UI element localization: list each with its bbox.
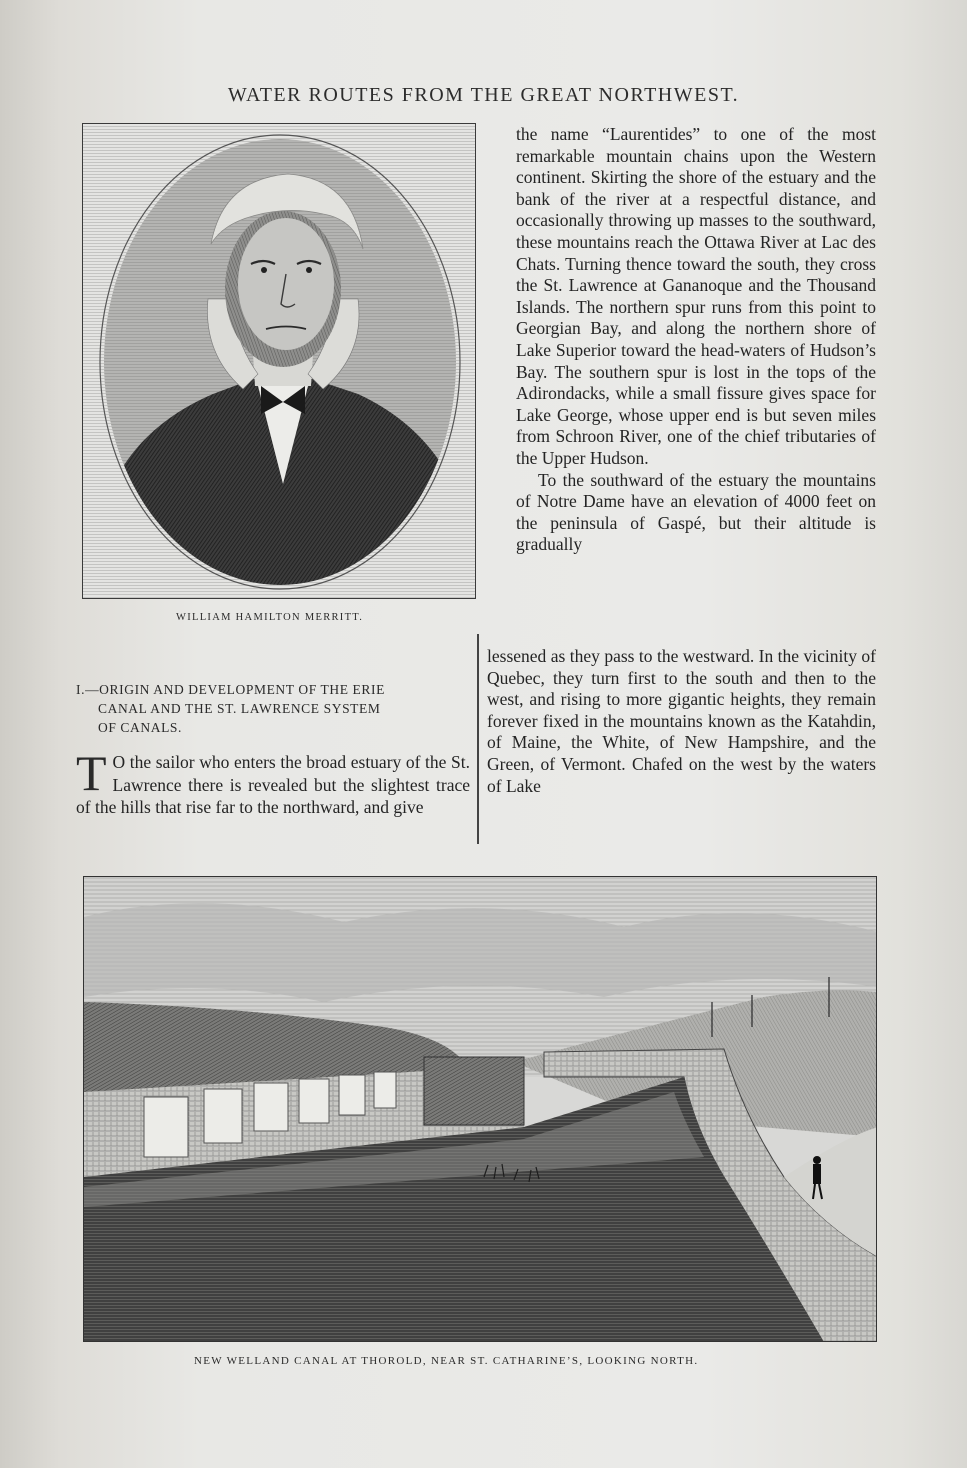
paragraph: To the southward of the estuary the mountains of Notre Dame have an elevation of 4000 feet on the peninsula of Gaspé, but their altitude is gradually [516, 469, 876, 555]
heading-line: CANAL AND THE ST. LAWRENCE SYSTEM [98, 701, 381, 716]
portrait-engraving [82, 123, 476, 599]
column-divider [477, 634, 479, 844]
drop-cap: T [76, 745, 107, 801]
right-column-text [516, 124, 876, 556]
left-column-text [76, 745, 470, 819]
portrait-illustration [83, 124, 476, 599]
portrait-caption: WILLIAM HAMILTON MERRITT. [176, 612, 364, 623]
section-heading [76, 680, 470, 737]
heading-line: OF CANALS. [98, 720, 183, 735]
right-column-continuation: lessened as they pass to the westward. In the vicinity of Quebec, they turn first to the south and then to the west, and rising to more gigantic heights, they remain forever fixed in the mountains known as the Katahdin, of Maine, the White, of New Hampshire, and the Green, of Vermont. Chafed on the west by the waters of Lake [487, 646, 876, 796]
heading-line: I.—ORIGIN AND DEVELOPMENT OF THE ERIE [76, 682, 385, 697]
paragraph: O the sailor who enters the broad estuary of the St. Lawrence there is revealed but the slightest trace of the hills that rise far to the northward, and give [76, 752, 470, 817]
running-header: WATER ROUTES FROM THE GREAT NORTHWEST. [227, 84, 740, 106]
canal-caption: NEW WELLAND CANAL AT THOROLD, NEAR ST. CATHARINE’S, LOOKING NORTH. [194, 1355, 699, 1367]
paragraph: the name “Laurentides” to one of the most remarkable mountain chains upon the Western continent. Skirting the shore of the estuary and the bank of the river at a respectful distance, and occasionally throwing up masses to the southward, these mountains reach the Ottawa River at Lac des Chats. Turning thence toward the south, they cross the St. Lawrence at Gananoque and the Thousand Islands. The northern spur runs from this point to Georgian Bay, and along the northern shore of Lake Superior toward the head-waters of Hudson’s Bay. The southern spur is lost in the tops of the Adirondacks, while a small fissure gives space for Lake George, whose upper end is but seven miles from Schroon River, one of the chief tributaries of the Upper Hudson. [516, 124, 876, 468]
canal-engraving [83, 876, 877, 1342]
canal-illustration [84, 877, 877, 1342]
